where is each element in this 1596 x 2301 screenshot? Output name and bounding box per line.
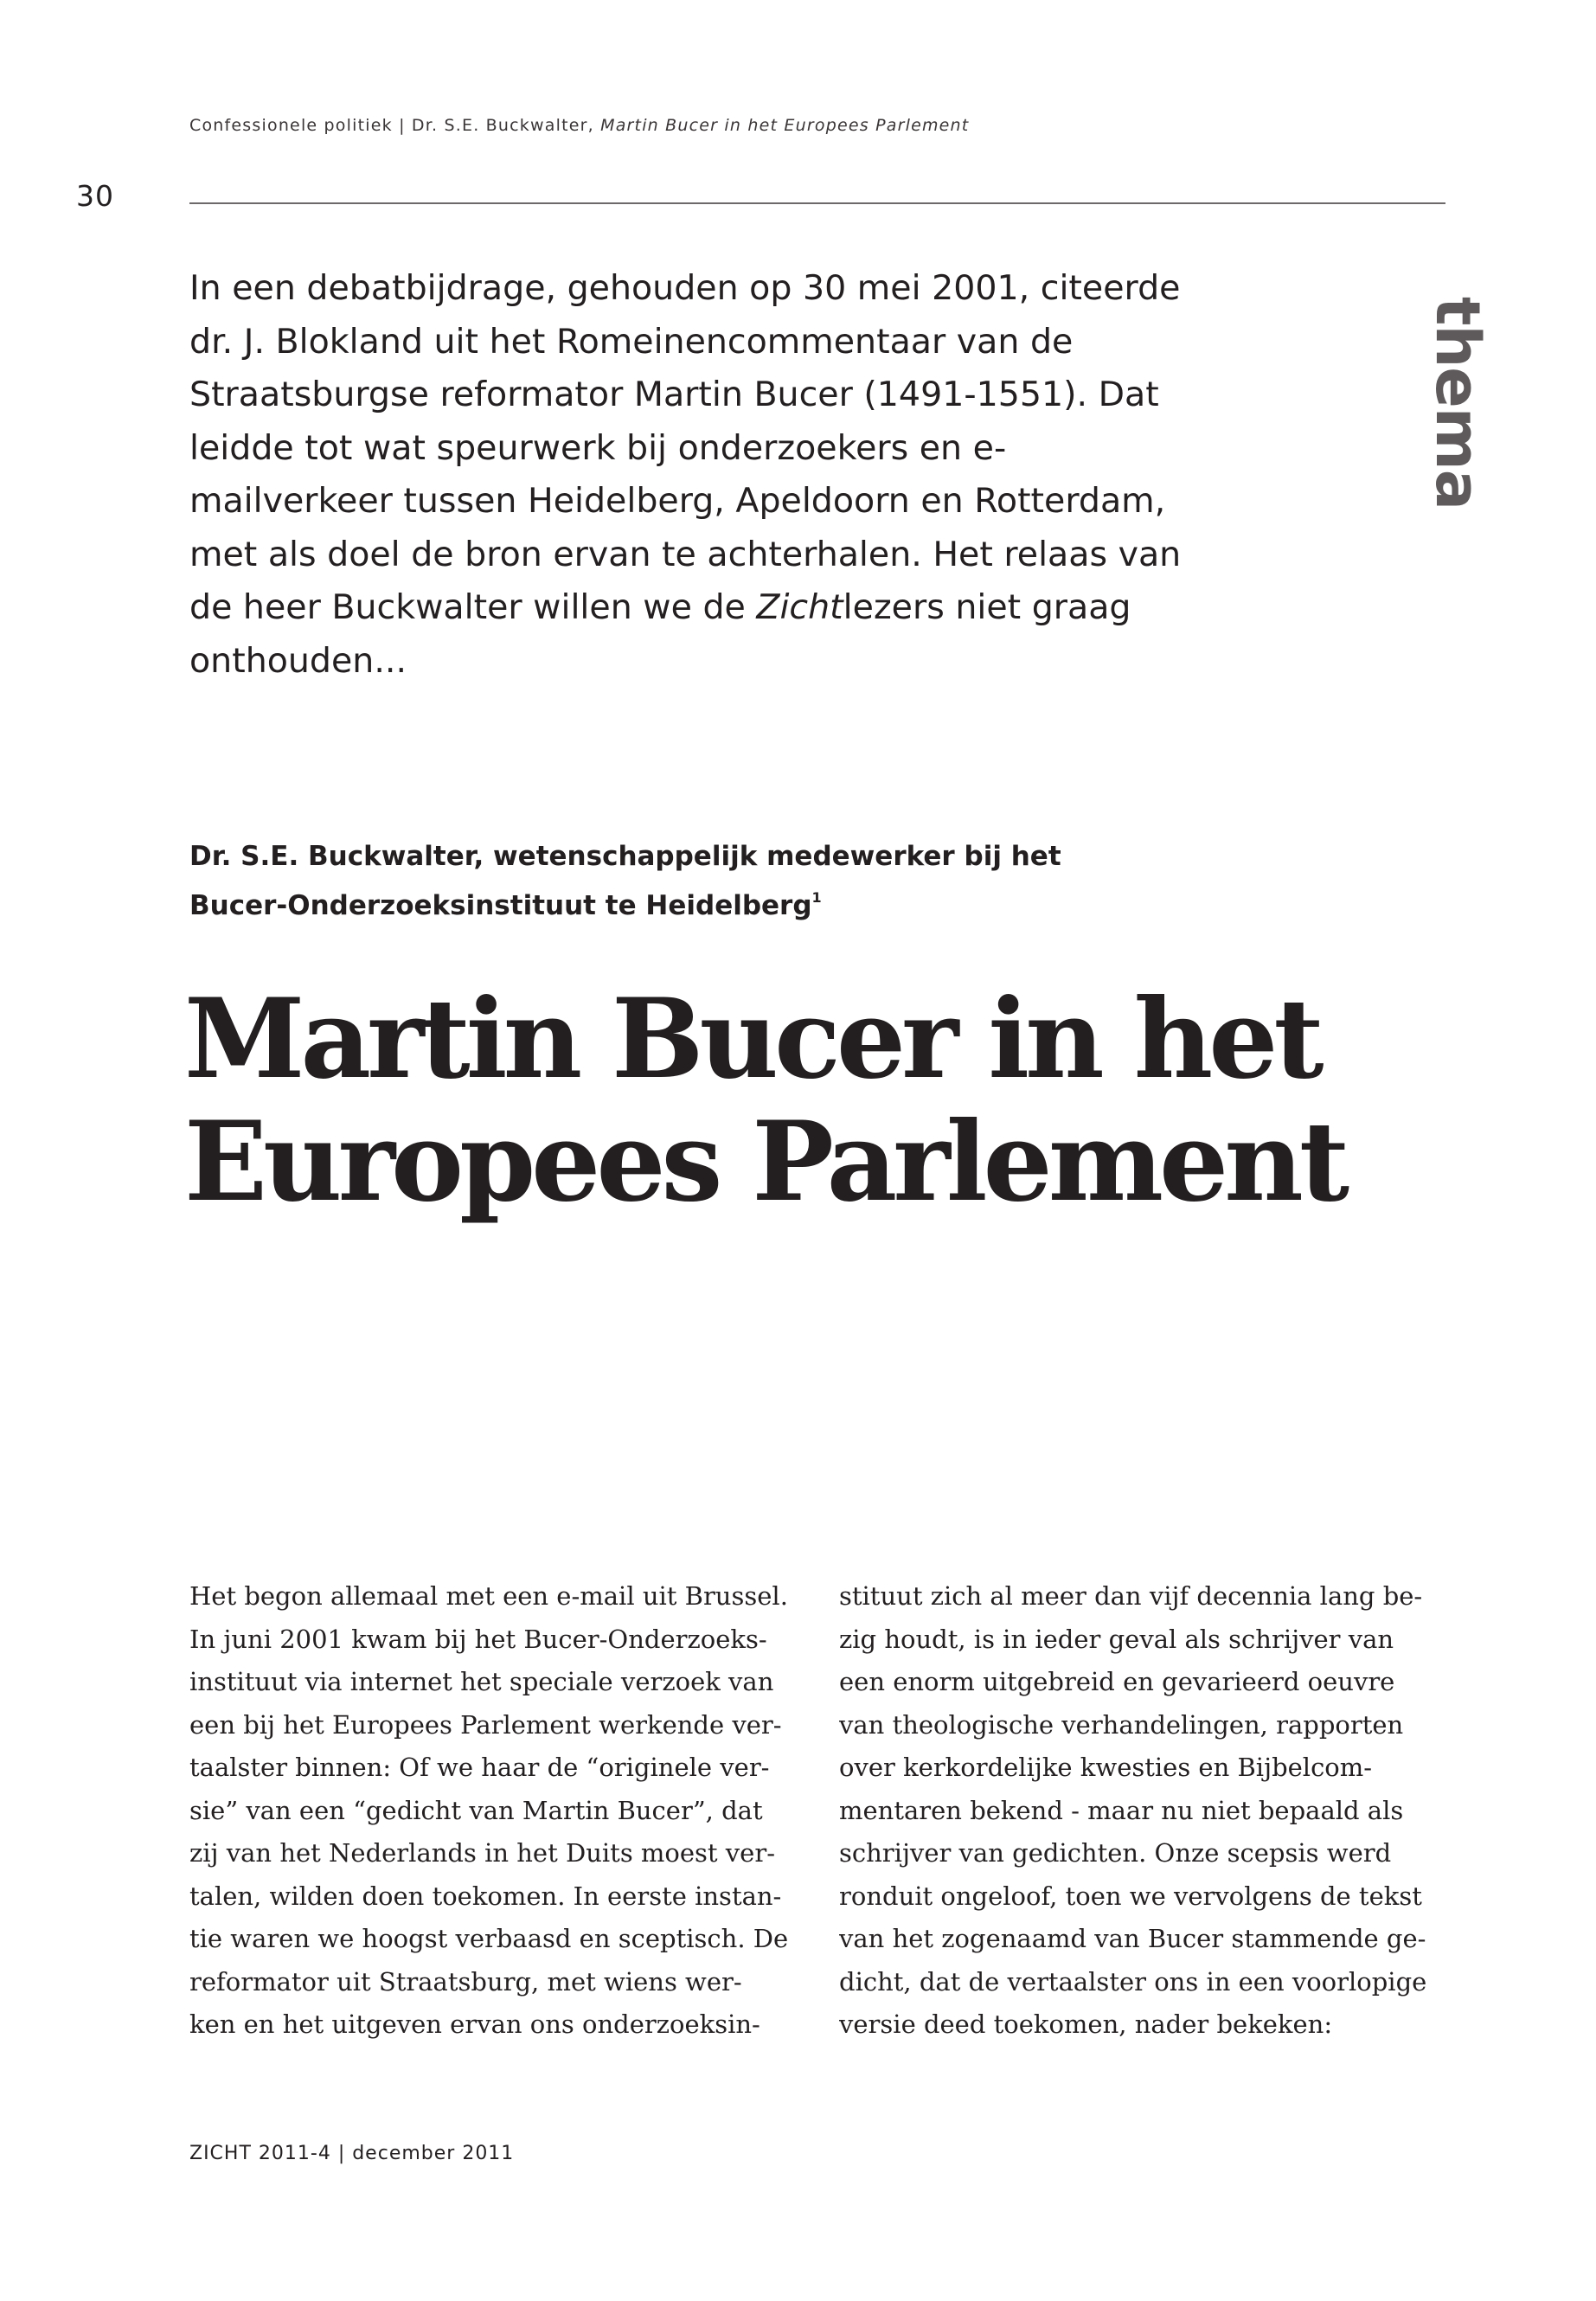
section-label-thema: thema <box>1422 297 1493 510</box>
running-head-author: Dr. S.E. Buckwalter, <box>411 116 601 135</box>
article-title <box>184 975 1346 1226</box>
running-head <box>189 116 969 135</box>
intro-text: de heer Buckwalter willen we de <box>189 587 757 627</box>
body-line: een bij het Europees Parlement werkende ver- <box>189 1709 782 1740</box>
body-line: van het zogenaamd van Bucer stammende ge- <box>839 1924 1426 1953</box>
body-line: sie” van een “gedicht van Martin Bucer”, dat <box>189 1795 763 1825</box>
title-line: Europees Parlement <box>184 1098 1346 1226</box>
intro-line: met als doel de bron ervan te achterhalen. Het relaas van <box>189 534 1182 574</box>
body-line: reformator uit Straatsburg, met wiens wer- <box>189 1966 742 1997</box>
body-line: instituut via internet het speciale verzoek van <box>189 1667 774 1696</box>
intro-paragraph <box>189 262 1182 688</box>
page-footer: ZICHT 2011-4 | december 2011 <box>189 2143 515 2164</box>
body-line: taalster binnen: Of we haar de “originele ver- <box>189 1753 770 1782</box>
intro-line: In een debatbijdrage, gehouden op 30 mei 2001, citeerde <box>189 268 1181 308</box>
footnote-marker: 1 <box>811 889 822 906</box>
body-line: talen, wilden doen toekomen. In eerste instan- <box>189 1881 782 1911</box>
byline-line <box>189 877 1061 926</box>
body-line: Het begon allemaal met een e-mail uit Brussel. <box>189 1581 788 1611</box>
intro-line <box>189 581 1167 635</box>
intro-line: onthouden... <box>189 640 407 681</box>
body-line: ronduit ongeloof, toen we vervolgens de tekst <box>839 1881 1422 1911</box>
body-line: In juni 2001 kwam bij het Bucer-Onderzoeks- <box>189 1624 767 1654</box>
running-head-separator: | <box>392 116 412 135</box>
body-line: dicht, dat de vertaalster ons in een voorlopige <box>839 1966 1427 1997</box>
running-head-title: Martin Bucer in het Europees Parlement <box>600 116 970 135</box>
body-line: een enorm uitgebreid en gevarieerd oeuvre <box>839 1667 1395 1696</box>
page-number: 30 <box>76 179 114 213</box>
body-line: schrijver van gedichten. Onze scepsis werd <box>839 1838 1392 1868</box>
body-line: versie deed toekomen, nader bekeken: <box>839 2009 1333 2039</box>
body-line: tie waren we hoogst verbaasd en sceptisch. De <box>189 1924 789 1953</box>
body-line: stituut zich al meer dan vijf decennia lang be- <box>839 1581 1423 1611</box>
header-rule <box>189 202 1445 204</box>
intro-line: Straatsburgse reformator Martin Bucer (1491-1551). Dat <box>189 375 1159 414</box>
intro-text: lezers niet graag <box>843 587 1131 627</box>
body-line: van theologische verhandelingen, rapporten <box>839 1709 1404 1740</box>
body-line: mentaren bekend - maar nu niet bepaald als <box>839 1795 1404 1825</box>
intro-magazine-name: Zicht <box>756 587 843 627</box>
title-line: Martin Bucer in het <box>184 975 1320 1103</box>
body-column-left <box>189 1575 799 2047</box>
intro-line: mailverkeer tussen Heidelberg, Apeldoorn en Rotterdam, <box>189 481 1166 521</box>
body-line: ken en het uitgeven ervan ons onderzoeksin- <box>189 2009 760 2039</box>
body-column-right <box>839 1575 1449 2047</box>
body-line: over kerkordelijke kwesties en Bijbelcom- <box>839 1753 1373 1782</box>
byline-text: Bucer-Onderzoeksinstituut te Heidelberg <box>189 890 812 921</box>
body-line: zig houdt, is in ieder geval als schrijver van <box>839 1624 1394 1654</box>
running-head-section: Confessionele politiek <box>189 116 393 135</box>
intro-line: dr. J. Blokland uit het Romeinencommentaar van de <box>189 321 1074 362</box>
body-line: zij van het Nederlands in het Duits moest ver- <box>189 1838 775 1868</box>
intro-line: leidde tot wat speurwerk bij onderzoekers en e- <box>189 427 1007 468</box>
byline-line: Dr. S.E. Buckwalter, wetenschappelijk medewerker bij het <box>189 841 1061 872</box>
author-byline <box>189 836 1061 926</box>
